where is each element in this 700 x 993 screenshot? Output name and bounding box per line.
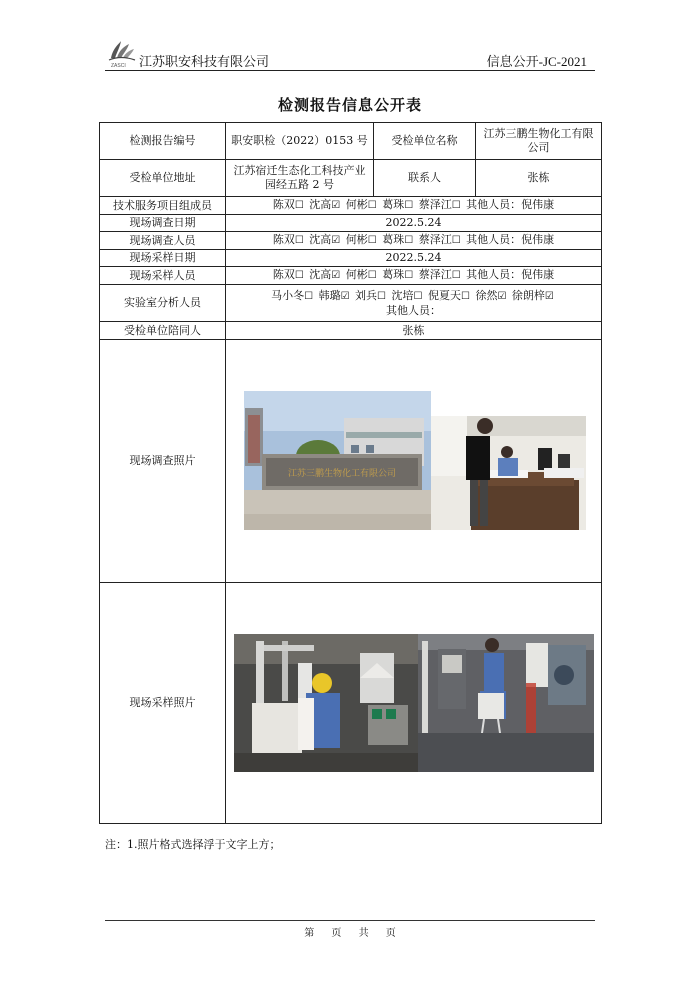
checked-box-icon[interactable]: ☑ (497, 290, 507, 302)
unchecked-box-icon[interactable]: ☐ (451, 235, 461, 246)
member-name: 沈高 (309, 268, 332, 281)
unchecked-box-icon[interactable]: ☐ (404, 270, 414, 281)
member-name: 沈高 (309, 198, 332, 211)
report-no-value: 职安职检（2022）0153 号 (226, 123, 374, 160)
footer-divider (105, 920, 595, 921)
table-row (100, 340, 602, 583)
member-name: 韩璐 (318, 288, 341, 302)
unchecked-box-icon[interactable]: ☐ (404, 235, 414, 246)
lab-label: 实验室分析人员 (100, 285, 226, 322)
table-row (100, 267, 602, 285)
table-row (100, 250, 602, 267)
sampling-photo-label: 现场采样照片 (100, 583, 226, 824)
table-row (100, 285, 602, 322)
member-name: 刘兵 (355, 288, 378, 302)
member-name: 沈培 (391, 288, 414, 302)
unchecked-box-icon[interactable]: ☐ (294, 200, 304, 211)
workshop-sampler-photo (418, 634, 594, 772)
survey-photos (226, 340, 602, 582)
member-name: 何彬 (345, 233, 368, 246)
member-name: 沈高 (309, 233, 332, 246)
unchecked-box-icon[interactable]: ☐ (294, 235, 304, 246)
table-row (100, 583, 602, 824)
member-name: 葛珠 (382, 268, 405, 281)
member-name: 葛珠 (382, 198, 405, 211)
svg-text:ZASCI: ZASCI (111, 63, 126, 68)
contact-value: 张栋 (476, 160, 602, 197)
checked-box-icon[interactable]: ☑ (331, 270, 341, 281)
lab-others: 其他人员： (386, 303, 441, 317)
survey-staff (226, 232, 602, 250)
header-divider (105, 70, 595, 71)
member-name: 蔡泽江 (418, 268, 452, 281)
page-header (105, 38, 595, 70)
unchecked-box-icon[interactable]: ☐ (451, 270, 461, 281)
member-name: 徐朗梓 (511, 288, 545, 302)
team-label: 技术服务项目组成员 (100, 197, 226, 215)
survey-date-label: 现场调查日期 (100, 215, 226, 232)
lab-members (226, 285, 602, 322)
unchecked-box-icon[interactable]: ☐ (304, 290, 314, 302)
unchecked-box-icon[interactable]: ☐ (367, 235, 377, 246)
unchecked-box-icon[interactable]: ☐ (460, 290, 470, 302)
unchecked-box-icon[interactable]: ☐ (413, 290, 423, 302)
address-label: 受检单位地址 (100, 160, 226, 197)
company-name: 江苏职安科技有限公司 (139, 55, 270, 70)
unchecked-box-icon[interactable]: ☐ (294, 270, 304, 281)
company-logo (105, 38, 137, 68)
member-name: 何彬 (345, 268, 368, 281)
unchecked-box-icon[interactable]: ☐ (367, 270, 377, 281)
checked-box-icon[interactable]: ☑ (331, 235, 341, 246)
checked-box-icon[interactable]: ☑ (331, 200, 341, 211)
unchecked-box-icon[interactable]: ☐ (377, 290, 387, 302)
member-name: 马小冬 (271, 288, 305, 302)
table-row (100, 160, 602, 197)
checked-box-icon[interactable]: ☑ (340, 290, 350, 302)
unchecked-box-icon[interactable]: ☐ (404, 200, 414, 211)
footnote: 注：1.照片格式选择浮于文字上方； (105, 838, 281, 851)
sampling-date-label: 现场采样日期 (100, 250, 226, 267)
member-name: 倪夏天 (427, 288, 461, 302)
member-name: 何彬 (345, 198, 368, 211)
sampling-date-value: 2022.5.24 (226, 250, 602, 267)
report-table (99, 122, 602, 824)
table-row (100, 232, 602, 250)
address-value: 江苏宿迁生态化工科技产业园经五路 2 号 (226, 160, 374, 197)
sampling-worker-photo (234, 634, 418, 772)
team-others: 其他人员：倪伟康 (466, 198, 555, 211)
survey-others: 其他人员：倪伟康 (466, 233, 555, 246)
member-name: 陈双 (272, 198, 295, 211)
table-row (100, 215, 602, 232)
report-no-label: 检测报告编号 (100, 123, 226, 160)
member-name: 徐然 (475, 288, 498, 302)
sampling-staff (226, 267, 602, 285)
unchecked-box-icon[interactable]: ☐ (451, 200, 461, 211)
table-row (100, 322, 602, 340)
page-title: 检测报告信息公开表 (277, 96, 422, 114)
survey-photo-cell (226, 340, 602, 583)
sampling-photos (226, 583, 602, 823)
escort-value: 张栋 (226, 322, 602, 340)
sampling-photo-cell (226, 583, 602, 824)
team-members (226, 197, 602, 215)
page-footer: 第 页 共 页 (304, 928, 396, 939)
member-name: 陈双 (272, 268, 295, 281)
member-name: 葛珠 (382, 233, 405, 246)
survey-date-value: 2022.5.24 (226, 215, 602, 232)
unchecked-box-icon[interactable]: ☐ (367, 200, 377, 211)
member-name: 蔡泽江 (418, 233, 452, 246)
member-name: 蔡泽江 (418, 198, 452, 211)
table-row (100, 123, 602, 160)
client-name-value: 江苏三鹏生物化工有限公司 (476, 123, 602, 160)
survey-photo-label: 现场调查照片 (100, 340, 226, 583)
table-row (100, 197, 602, 215)
member-name: 陈双 (272, 233, 295, 246)
sampling-staff-label: 现场采样人员 (100, 267, 226, 285)
escort-label: 受检单位陪同人 (100, 322, 226, 340)
factory-sign-text: 江苏三鹏生物化工有限公司 (287, 469, 397, 479)
office-survey-photo (431, 416, 586, 530)
survey-staff-label: 现场调查人员 (100, 232, 226, 250)
sampling-others: 其他人员：倪伟康 (466, 268, 555, 281)
factory-gate-photo (244, 391, 431, 530)
contact-label: 联系人 (374, 160, 476, 197)
document-number: 信息公开-JC-2021 (486, 54, 587, 69)
checked-box-icon[interactable]: ☑ (544, 290, 554, 302)
client-name-label: 受检单位名称 (374, 123, 476, 160)
